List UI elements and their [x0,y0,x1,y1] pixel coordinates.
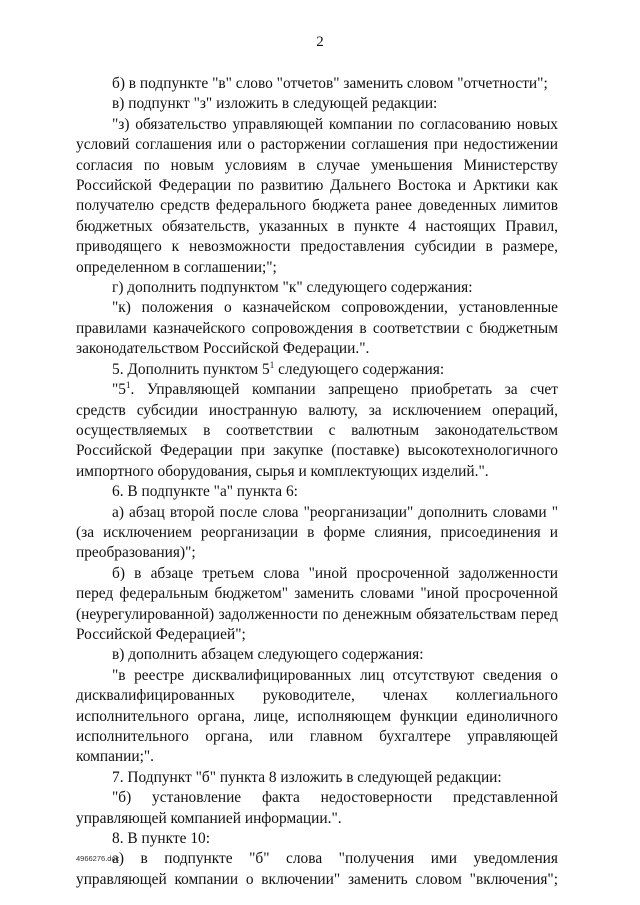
paragraph: в) подпункт "з" изложить в следующей редакции: [112,95,438,113]
paragraph-text: "5 [112,381,126,399]
file-name-footer: 4966276.doc [76,854,120,863]
paragraph: б) в абзаце третьем слова "иной просроченной задолженности перед федеральным бюджетом" заменить словами "иной просроченной (неурегулированной) задолженности по денежным обязательствам перед Российской Федерацией"; [76,564,558,643]
paragraph [76,380,558,482]
paragraph: "в реестре дисквалифицированных лиц отсутствуют сведения о дисквалифицированных руководителе, членах коллегиального исполнительного органа, лице, исполняющем функции единоличного исполнительного органа, или главном бухгалтере управляющей компании;". [76,666,558,766]
paragraph: б) в подпункте "в" слово "отчетов" заменить словом "отчетности"; [112,75,548,92]
paragraph: г) дополнить подпунктом "к" следующего содержания: [112,279,473,297]
paragraph [76,360,558,380]
document-body [76,74,558,890]
paragraph: а) в подпункте "б" слова "получения ими уведомления управляющей компании о включении" заменить словом "включения"; [76,850,558,888]
superscript: 1 [125,380,131,391]
paragraph: "к) положения о казначейском сопровождении, установленные правилами казначейского сопровождения в соответствии с бюджетным законодательством Российской Федерации.". [76,299,558,358]
paragraph-text: следующего содержания: [274,360,445,378]
paragraph: в) дополнить абзацем следующего содержания: [112,646,424,664]
paragraph: "б) установление факта недостоверности представленной управляющей компанией информации.". [76,789,558,827]
paragraph: 7. Подпункт "б" пункта 8 изложить в следующей редакции: [112,768,502,786]
paragraph: 8. В пункте 10: [112,830,211,848]
paragraph-text: 5. Дополнить пунктом 5 [112,360,270,378]
superscript: 1 [269,359,275,370]
paragraph-text: . Управляющей компании запрещено приобретать за счет средств субсидии иностранную валюту, за исключением операций, осуществляемых в соответствии с валютным законодательством Российской Федерации при закупке (поставке) высокотехнологичного импортного оборудования, сырья и комплектующих изделий.". [76,381,558,480]
page-number: 2 [316,34,324,50]
paragraph: "з) обязательство управляющей компании по согласованию новых условий соглашения или о расторжении соглашения при недостижении согласия по новым условиям в случае уменьшения Министерству Российской Федерации по развитию Дальнего Востока и Арктики как получателю средств федерального бюджета ранее доведенных лимитов бюджетных обязательств, указанных в пункте 4 настоящих Правил, приводящего к невозможности предоставления субсидии в размере, определенном в соглашении;"; [76,115,558,276]
paragraph: 6. В подпункте "а" пункта 6: [112,483,298,501]
paragraph: а) абзац второй после слова "реорганизации" дополнить словами "(за исключением реорганизации в форме слияния, присоединения и преобразования)"; [76,503,558,562]
